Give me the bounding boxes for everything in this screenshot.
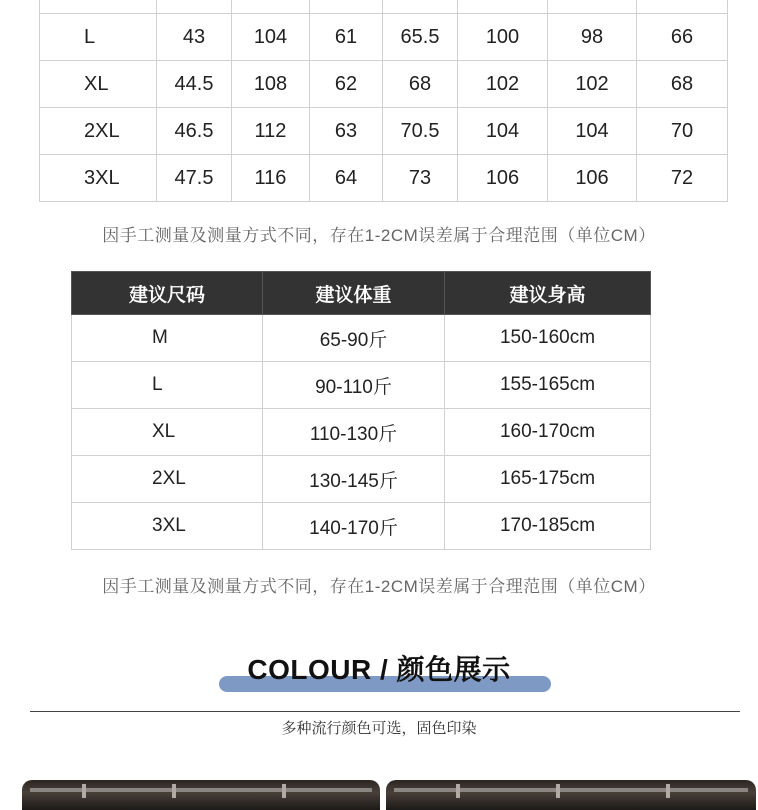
header-weight: 建议体重 [263, 272, 445, 315]
measurement-note: 因手工测量及测量方式不同，存在1-2CM误差属于合理范围（单位CM） [102, 226, 656, 245]
colour-section-title: COLOUR / 颜色展示 [247, 654, 511, 685]
table-row: XL 44.5 108 62 68 102 102 68 [40, 61, 728, 108]
hanger-icon [172, 784, 176, 798]
product-photo [22, 780, 380, 810]
table-row: XL 110-130斤 160-170cm [72, 409, 651, 456]
hanger-icon [282, 784, 286, 798]
hanger-icon [456, 784, 460, 798]
table-header-row [72, 272, 651, 315]
size-table-row-partial [40, 0, 728, 14]
table-row: 3XL 140-170斤 170-185cm [72, 503, 651, 550]
table-row: 2XL 46.5 112 63 70.5 104 104 70 [40, 108, 728, 155]
recommendation-table [71, 271, 651, 550]
product-photo [386, 780, 756, 810]
header-size: 建议尺码 [72, 272, 263, 315]
size-table [39, 0, 728, 202]
table-row: M 65-90斤 150-160cm [72, 315, 651, 362]
table-row: 3XL 47.5 116 64 73 106 106 72 [40, 155, 728, 202]
hanger-icon [556, 784, 560, 798]
clothes-rail-icon [394, 788, 748, 792]
table-row: L 90-110斤 155-165cm [72, 362, 651, 409]
table-row: 2XL 130-145斤 165-175cm [72, 456, 651, 503]
section-divider [30, 711, 740, 712]
hanger-icon [82, 784, 86, 798]
hanger-icon [666, 784, 670, 798]
measurement-note: 因手工测量及测量方式不同，存在1-2CM误差属于合理范围（单位CM） [102, 577, 656, 596]
colour-section-subtitle: 多种流行颜色可选，固色印染 [281, 720, 477, 737]
header-height: 建议身高 [445, 272, 651, 315]
table-row: L 43 104 61 65.5 100 98 66 [40, 14, 728, 61]
